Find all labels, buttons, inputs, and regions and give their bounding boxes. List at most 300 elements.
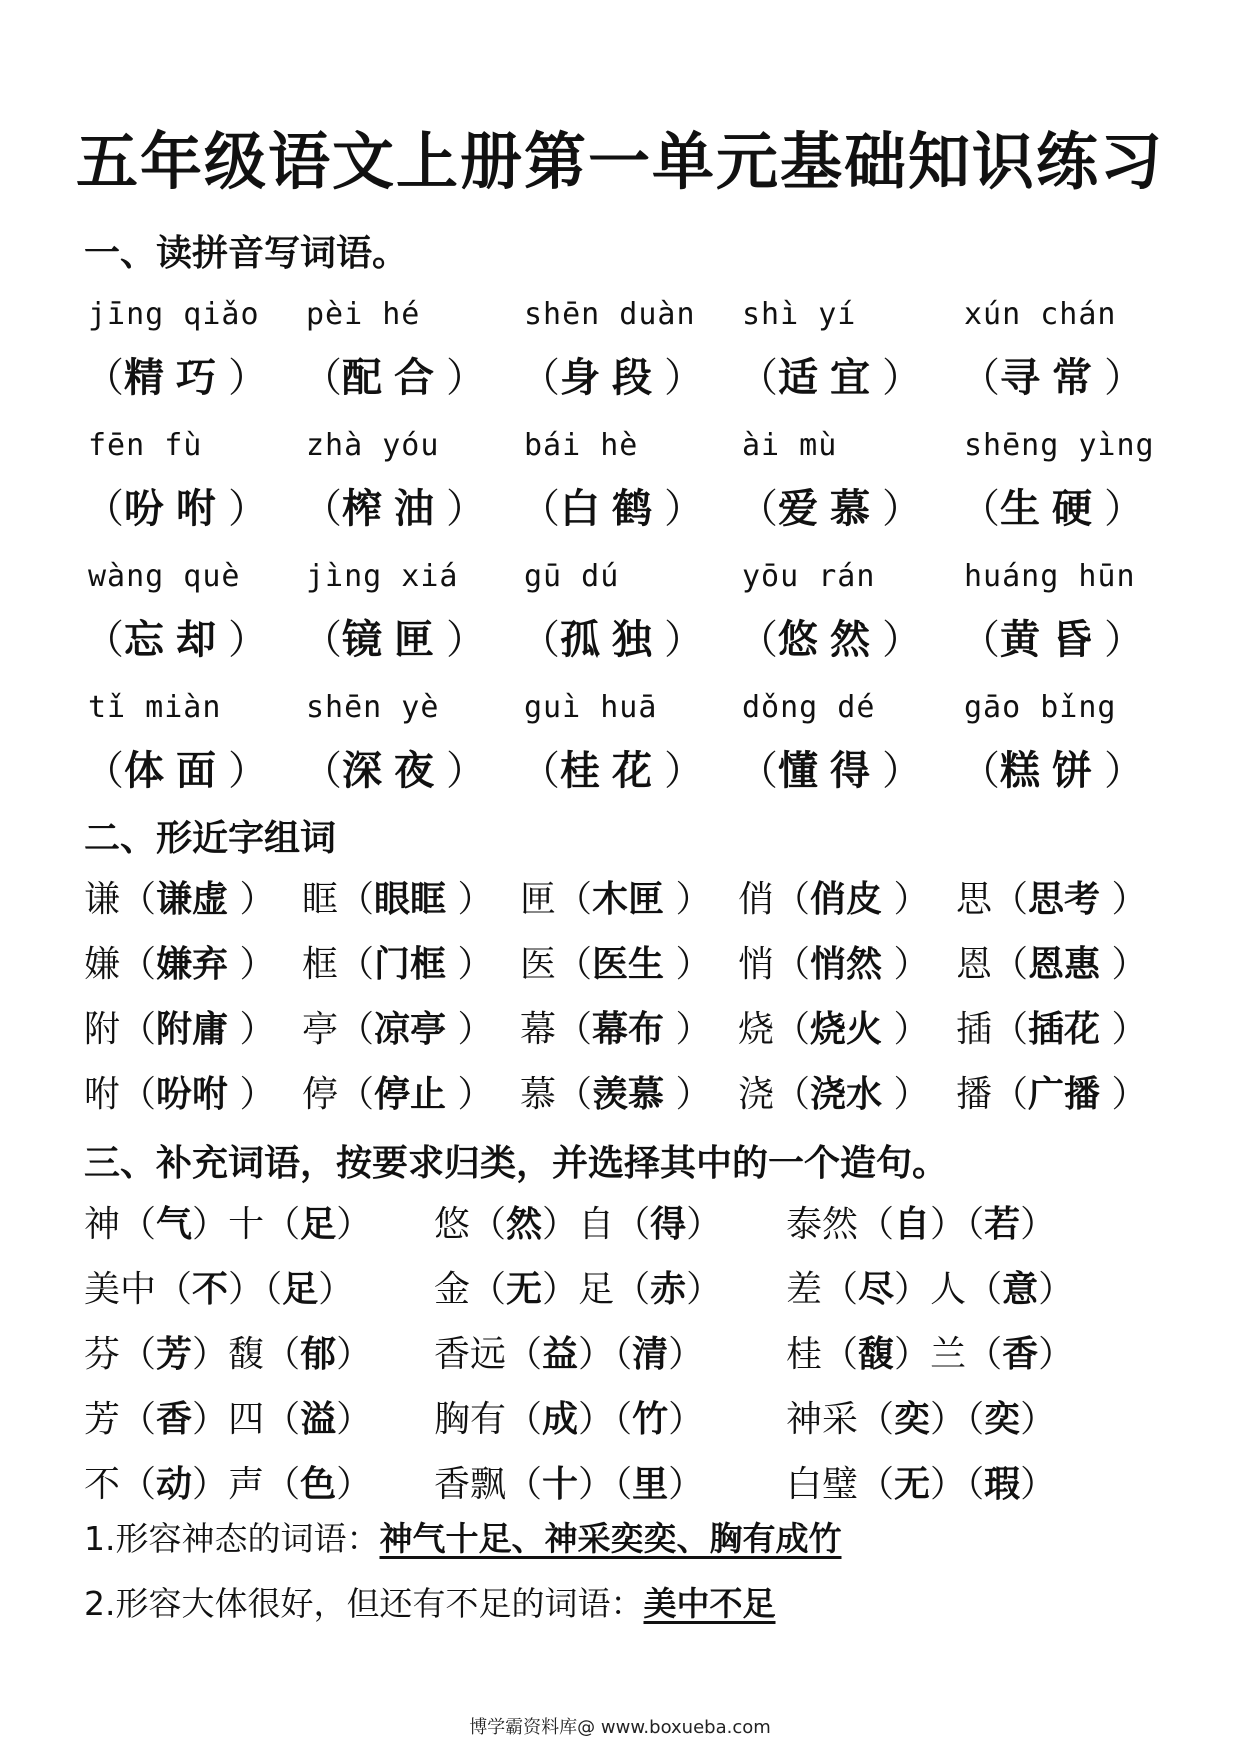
- pinyin-row: [84, 290, 1164, 421]
- open-paren: （: [84, 617, 124, 663]
- compound-word: 插花: [1028, 1009, 1101, 1050]
- answer-word: 生硬: [1000, 486, 1104, 532]
- idiom-answer-char: 郁: [300, 1334, 337, 1375]
- open-paren: （: [84, 748, 124, 794]
- idiom-given-text: （: [156, 1269, 193, 1310]
- idiom-answer-char: 益: [542, 1334, 579, 1375]
- idiom-given-text: 差: [786, 1269, 823, 1310]
- pinyin-text: pèi hé: [306, 297, 421, 332]
- idiom-given-text: （: [264, 1399, 301, 1440]
- similar-char-item: 播（广播 ）: [956, 1074, 1148, 1115]
- pinyin-text: shì yí: [742, 297, 857, 332]
- idiom-given-text: ）: [336, 1464, 373, 1505]
- close-paren: ）: [228, 617, 268, 663]
- idiom-given-text: ）: [228, 1269, 265, 1310]
- close-paren: ）: [446, 748, 486, 794]
- compound-word: 停止: [374, 1074, 447, 1115]
- idiom-row: [84, 1197, 1164, 1262]
- close-paren: ）: [882, 486, 922, 532]
- pinyin-item: [960, 552, 1190, 670]
- pinyin-item: [302, 421, 532, 539]
- pinyin-text: tǐ miàn: [88, 690, 222, 725]
- idiom-item: [434, 1457, 704, 1513]
- pinyin-item: [520, 290, 750, 408]
- answer-word: 深夜: [342, 748, 446, 794]
- idiom-given-text: 自: [578, 1204, 615, 1245]
- idiom-item: [434, 1262, 722, 1318]
- similar-char-item: 幕（幕布 ）: [520, 1009, 712, 1050]
- answer-box: [738, 610, 968, 670]
- pinyin-item: [520, 421, 750, 539]
- idiom-given-text: ）: [192, 1204, 229, 1245]
- close-paren: ）: [664, 355, 704, 401]
- idiom-item: [84, 1262, 354, 1318]
- idiom-given-text: （: [858, 1464, 895, 1505]
- pinyin-text: huáng hūn: [964, 559, 1136, 594]
- open-paren: （: [302, 748, 342, 794]
- answer-box: [302, 610, 532, 670]
- open-paren: （: [520, 617, 560, 663]
- compound-word: 医生: [592, 944, 665, 985]
- idiom-given-text: ）: [318, 1269, 355, 1310]
- idiom-given-text: （: [264, 1269, 283, 1310]
- pinyin-item: [738, 552, 968, 670]
- idiom-given-text: ）: [1020, 1399, 1057, 1440]
- open-paren: （: [738, 355, 778, 401]
- pinyin-text: shēn yè: [306, 690, 440, 725]
- idiom-given-text: ）: [668, 1334, 705, 1375]
- idiom-given-text: （: [822, 1334, 859, 1375]
- base-char: 咐: [84, 1074, 121, 1115]
- answer-box: [520, 741, 750, 801]
- idiom-given-text: （: [470, 1204, 507, 1245]
- similar-char-item: 嫌（嫌弃 ）: [84, 944, 276, 985]
- open-paren: （: [960, 355, 1000, 401]
- answer-word: 白鹤: [560, 486, 664, 532]
- footer-watermark: 博学霸资料库@ www.boxueba.com: [469, 1717, 771, 1738]
- answer-word: 榨油: [342, 486, 446, 532]
- base-char: 慕: [520, 1074, 557, 1115]
- compound-word: 眼眶: [374, 879, 447, 920]
- base-char: 恩: [956, 944, 993, 985]
- base-char: 俏: [738, 879, 775, 920]
- idiom-given-text: 四: [228, 1399, 265, 1440]
- idiom-given-text: （: [470, 1269, 507, 1310]
- open-paren: （: [302, 486, 342, 532]
- answer-word: 镜匣: [342, 617, 446, 663]
- idiom-given-text: ）: [930, 1399, 967, 1440]
- pinyin-text: gū dú: [524, 559, 620, 594]
- idiom-given-text: （: [966, 1334, 1003, 1375]
- idiom-given-text: （: [966, 1204, 985, 1245]
- idiom-answer-char: 自: [894, 1204, 931, 1245]
- close-paren: ）: [1104, 486, 1144, 532]
- pinyin-item: [960, 421, 1190, 539]
- close-paren: ）: [882, 748, 922, 794]
- note-2: [84, 1578, 776, 1625]
- idiom-row: [84, 1392, 1164, 1457]
- idiom-row: [84, 1327, 1164, 1392]
- idiom-answer-char: 色: [300, 1464, 337, 1505]
- idiom-given-text: ）: [686, 1204, 723, 1245]
- answer-word: 爱慕: [778, 486, 882, 532]
- base-char: 眶: [302, 879, 339, 920]
- idiom-given-text: ）: [930, 1464, 967, 1505]
- similar-char-item: 慕（羡慕 ）: [520, 1074, 712, 1115]
- open-paren: （: [960, 486, 1000, 532]
- idiom-given-text: ）: [192, 1334, 229, 1375]
- open-paren: （: [738, 748, 778, 794]
- idiom-given-text: （: [120, 1334, 157, 1375]
- answer-box: [960, 741, 1190, 801]
- idiom-given-text: ）: [578, 1464, 615, 1505]
- open-paren: （: [84, 486, 124, 532]
- similar-char-item: 停（停止 ）: [302, 1074, 494, 1115]
- idiom-given-text: ）: [668, 1399, 705, 1440]
- idiom-answer-char: 若: [984, 1204, 1021, 1245]
- pinyin-grid: [84, 290, 1164, 814]
- note-1-label: 1.形容神态的词语：: [84, 1519, 380, 1558]
- close-paren: ）: [228, 486, 268, 532]
- idiom-given-text: （: [264, 1334, 301, 1375]
- pinyin-item: [302, 683, 532, 801]
- pinyin-text: dǒng dé: [742, 690, 876, 725]
- answer-box: [960, 348, 1190, 408]
- answer-box: [520, 610, 750, 670]
- pinyin-item: [302, 552, 532, 670]
- idiom-given-text: 神: [84, 1204, 121, 1245]
- answer-word: 懂得: [778, 748, 882, 794]
- compound-word: 凉亭: [374, 1009, 447, 1050]
- pinyin-item: [960, 290, 1190, 408]
- base-char: 附: [84, 1009, 121, 1050]
- idiom-given-text: （: [506, 1464, 543, 1505]
- answer-word: 精巧: [124, 355, 228, 401]
- answer-word: 忘却: [124, 617, 228, 663]
- idiom-given-text: 声: [228, 1464, 265, 1505]
- open-paren: （: [960, 617, 1000, 663]
- idiom-given-text: 泰然: [786, 1204, 859, 1245]
- open-paren: （: [84, 355, 124, 401]
- compound-word: 幕布: [592, 1009, 665, 1050]
- idiom-answer-char: 十: [542, 1464, 579, 1505]
- idiom-given-text: ）: [578, 1334, 615, 1375]
- close-paren: ）: [228, 355, 268, 401]
- answer-box: [84, 479, 314, 539]
- pinyin-text: guì huā: [524, 690, 658, 725]
- base-char: 插: [956, 1009, 993, 1050]
- idiom-answer-char: 里: [632, 1464, 669, 1505]
- base-char: 悄: [738, 944, 775, 985]
- idiom-item: [786, 1262, 1074, 1318]
- similar-char-row: [84, 937, 1164, 1002]
- idiom-answer-char: 芳: [156, 1334, 193, 1375]
- idiom-answer-char: 尽: [858, 1269, 895, 1310]
- compound-word: 烧火: [810, 1009, 883, 1050]
- idiom-given-text: （: [822, 1269, 859, 1310]
- idiom-given-text: ）: [1020, 1204, 1057, 1245]
- idiom-given-text: （: [614, 1334, 633, 1375]
- compound-word: 浇水: [810, 1074, 883, 1115]
- answer-box: [960, 479, 1190, 539]
- pinyin-item: [738, 683, 968, 801]
- base-char: 框: [302, 944, 339, 985]
- idiom-item: [786, 1327, 1074, 1383]
- answer-word: 身段: [560, 355, 664, 401]
- close-paren: ）: [228, 748, 268, 794]
- idiom-answer-char: 气: [156, 1204, 193, 1245]
- answer-box: [520, 479, 750, 539]
- open-paren: （: [960, 748, 1000, 794]
- section2-heading: 二、形近字组词: [84, 818, 337, 859]
- note-1-answer: 神气十足、神采奕奕、胸有成竹: [379, 1519, 842, 1558]
- idiom-answer-char: 香: [156, 1399, 193, 1440]
- compound-word: 羡慕: [592, 1074, 665, 1115]
- idiom-answer-char: 动: [156, 1464, 193, 1505]
- pinyin-text: bái hè: [524, 428, 639, 463]
- pinyin-item: [520, 552, 750, 670]
- idiom-answer-char: 不: [192, 1269, 229, 1310]
- similar-char-item: 恩（恩惠 ）: [956, 944, 1148, 985]
- compound-word: 嫌弃: [156, 944, 229, 985]
- idiom-answer-char: 溢: [300, 1399, 337, 1440]
- answer-word: 体面: [124, 748, 228, 794]
- pinyin-text: ài mù: [742, 428, 838, 463]
- idiom-given-text: （: [506, 1334, 543, 1375]
- similar-char-item: 亭（凉亭 ）: [302, 1009, 494, 1050]
- idiom-given-text: 神采: [786, 1399, 859, 1440]
- idiom-answer-char: 清: [632, 1334, 669, 1375]
- similar-char-item: 医（医生 ）: [520, 944, 712, 985]
- idiom-given-text: ）: [930, 1204, 967, 1245]
- pinyin-row: [84, 552, 1164, 683]
- idiom-given-text: ）: [668, 1464, 705, 1505]
- answer-box: [84, 348, 314, 408]
- idiom-given-text: ）: [1020, 1464, 1057, 1505]
- pinyin-text: zhà yóu: [306, 428, 440, 463]
- idiom-given-text: ）: [894, 1334, 931, 1375]
- pinyin-text: fēn fù: [88, 428, 203, 463]
- base-char: 医: [520, 944, 557, 985]
- base-char: 谦: [84, 879, 121, 920]
- idiom-given-text: ）: [1038, 1269, 1075, 1310]
- pinyin-item: [520, 683, 750, 801]
- page-title: 五年级语文上册第一单元基础知识练习: [75, 125, 1164, 198]
- idiom-given-text: （: [966, 1464, 985, 1505]
- similar-char-item: 烧（烧火 ）: [738, 1009, 930, 1050]
- idiom-item: [434, 1327, 704, 1383]
- close-paren: ）: [664, 617, 704, 663]
- pinyin-text: jìng xiá: [306, 559, 459, 594]
- idiom-given-text: ）: [894, 1269, 931, 1310]
- answer-word: 寻常: [1000, 355, 1104, 401]
- idiom-given-text: ）: [192, 1399, 229, 1440]
- idiom-answer-char: 无: [506, 1269, 543, 1310]
- idiom-answer-char: 足: [282, 1269, 319, 1310]
- idiom-answer-char: 竹: [632, 1399, 669, 1440]
- idiom-given-text: ）: [542, 1269, 579, 1310]
- compound-word: 恩惠: [1028, 944, 1101, 985]
- idiom-given-text: ）: [192, 1464, 229, 1505]
- idiom-given-text: ）: [336, 1334, 373, 1375]
- pinyin-item: [960, 683, 1190, 801]
- idiom-given-text: ）: [336, 1399, 373, 1440]
- idiom-given-text: 兰: [930, 1334, 967, 1375]
- answer-box: [302, 348, 532, 408]
- base-char: 烧: [738, 1009, 775, 1050]
- base-char: 亭: [302, 1009, 339, 1050]
- pinyin-item: [84, 421, 314, 539]
- answer-box: [520, 348, 750, 408]
- idiom-answer-char: 得: [650, 1204, 687, 1245]
- compound-word: 俏皮: [810, 879, 883, 920]
- pinyin-item: [84, 683, 314, 801]
- open-paren: （: [520, 355, 560, 401]
- pinyin-item: [84, 290, 314, 408]
- idiom-given-text: 白璧: [786, 1464, 859, 1505]
- idiom-answer-char: 奕: [894, 1399, 931, 1440]
- idiom-given-text: （: [966, 1269, 1003, 1310]
- answer-word: 黄昏: [1000, 617, 1104, 663]
- idiom-given-text: 悠: [434, 1204, 471, 1245]
- answer-word: 桂花: [560, 748, 664, 794]
- pinyin-item: [738, 421, 968, 539]
- idiom-grid: [84, 1197, 1164, 1522]
- note-1: [84, 1513, 842, 1560]
- similar-char-item: 思（思考 ）: [956, 879, 1148, 920]
- idiom-given-text: （: [264, 1464, 301, 1505]
- idiom-answer-char: 香: [1002, 1334, 1039, 1375]
- compound-word: 谦虚: [156, 879, 229, 920]
- pinyin-item: [84, 552, 314, 670]
- pinyin-row: [84, 421, 1164, 552]
- similar-char-item: 附（附庸 ）: [84, 1009, 276, 1050]
- base-char: 浇: [738, 1074, 775, 1115]
- compound-word: 吩咐: [156, 1074, 229, 1115]
- idiom-item: [84, 1392, 372, 1448]
- idiom-item: [786, 1457, 1056, 1513]
- pinyin-text: xún chán: [964, 297, 1117, 332]
- idiom-given-text: ）: [686, 1269, 723, 1310]
- answer-word: 糕饼: [1000, 748, 1104, 794]
- idiom-answer-char: 瑕: [984, 1464, 1021, 1505]
- answer-word: 适宜: [778, 355, 882, 401]
- open-paren: （: [738, 617, 778, 663]
- idiom-given-text: 馥: [228, 1334, 265, 1375]
- open-paren: （: [302, 355, 342, 401]
- idiom-given-text: （: [506, 1399, 543, 1440]
- idiom-given-text: 金: [434, 1269, 471, 1310]
- idiom-given-text: （: [614, 1269, 651, 1310]
- idiom-given-text: （: [264, 1204, 301, 1245]
- section1-heading: 一、读拼音写词语。: [84, 233, 409, 274]
- idiom-item: [434, 1392, 704, 1448]
- close-paren: ）: [1104, 748, 1144, 794]
- base-char: 嫌: [84, 944, 121, 985]
- answer-box: [738, 479, 968, 539]
- note-2-answer: 美中不足: [643, 1584, 776, 1623]
- compound-word: 思考: [1028, 879, 1101, 920]
- base-char: 播: [956, 1074, 993, 1115]
- idiom-item: [786, 1392, 1056, 1448]
- idiom-given-text: ）: [336, 1204, 373, 1245]
- idiom-item: [84, 1327, 372, 1383]
- idiom-given-text: （: [120, 1399, 157, 1440]
- idiom-answer-char: 意: [1002, 1269, 1039, 1310]
- open-paren: （: [738, 486, 778, 532]
- idiom-item: [434, 1197, 722, 1253]
- idiom-given-text: 十: [228, 1204, 265, 1245]
- pinyin-row: [84, 683, 1164, 814]
- close-paren: ）: [446, 617, 486, 663]
- idiom-given-text: （: [120, 1464, 157, 1505]
- idiom-given-text: ）: [542, 1204, 579, 1245]
- similar-char-row: [84, 1002, 1164, 1067]
- close-paren: ）: [664, 486, 704, 532]
- base-char: 匣: [520, 879, 557, 920]
- answer-word: 吩咐: [124, 486, 228, 532]
- answer-box: [84, 741, 314, 801]
- idiom-given-text: （: [858, 1399, 895, 1440]
- close-paren: ）: [882, 355, 922, 401]
- answer-word: 配合: [342, 355, 446, 401]
- similar-char-item: 插（插花 ）: [956, 1009, 1148, 1050]
- pinyin-text: gāo bǐng: [964, 690, 1117, 725]
- answer-word: 悠然: [778, 617, 882, 663]
- pinyin-item: [738, 290, 968, 408]
- close-paren: ）: [882, 617, 922, 663]
- answer-box: [302, 479, 532, 539]
- similar-char-item: 悄（悄然 ）: [738, 944, 930, 985]
- idiom-given-text: （: [614, 1204, 651, 1245]
- similar-char-item: 浇（浇水 ）: [738, 1074, 930, 1115]
- answer-box: [84, 610, 314, 670]
- idiom-item: [84, 1457, 372, 1513]
- answer-box: [302, 741, 532, 801]
- idiom-answer-char: 成: [542, 1399, 579, 1440]
- idiom-given-text: ）: [1038, 1334, 1075, 1375]
- idiom-given-text: （: [966, 1399, 985, 1440]
- idiom-given-text: 美中: [84, 1269, 157, 1310]
- similar-char-item: 谦（谦虚 ）: [84, 879, 276, 920]
- idiom-given-text: 香飘: [434, 1464, 507, 1505]
- similar-char-item: 框（门框 ）: [302, 944, 494, 985]
- idiom-item: [786, 1197, 1056, 1253]
- similar-char-item: 俏（俏皮 ）: [738, 879, 930, 920]
- idiom-answer-char: 赤: [650, 1269, 687, 1310]
- idiom-given-text: 香远: [434, 1334, 507, 1375]
- idiom-item: [84, 1197, 372, 1253]
- pinyin-text: shēn duàn: [524, 297, 696, 332]
- idiom-answer-char: 奕: [984, 1399, 1021, 1440]
- similar-char-item: 匣（木匣 ）: [520, 879, 712, 920]
- compound-word: 木匣: [592, 879, 665, 920]
- idiom-answer-char: 足: [300, 1204, 337, 1245]
- idiom-given-text: 不: [84, 1464, 121, 1505]
- idiom-answer-char: 无: [894, 1464, 931, 1505]
- compound-word: 附庸: [156, 1009, 229, 1050]
- compound-word: 广播: [1028, 1074, 1101, 1115]
- compound-word: 悄然: [810, 944, 883, 985]
- open-paren: （: [520, 748, 560, 794]
- section3-heading: 三、补充词语，按要求归类，并选择其中的一个造句。: [84, 1143, 949, 1184]
- answer-box: [738, 741, 968, 801]
- idiom-given-text: （: [858, 1204, 895, 1245]
- idiom-given-text: 桂: [786, 1334, 823, 1375]
- compound-word: 门框: [374, 944, 447, 985]
- close-paren: ）: [446, 355, 486, 401]
- note-2-label: 2.形容大体很好，但还有不足的词语：: [84, 1584, 644, 1623]
